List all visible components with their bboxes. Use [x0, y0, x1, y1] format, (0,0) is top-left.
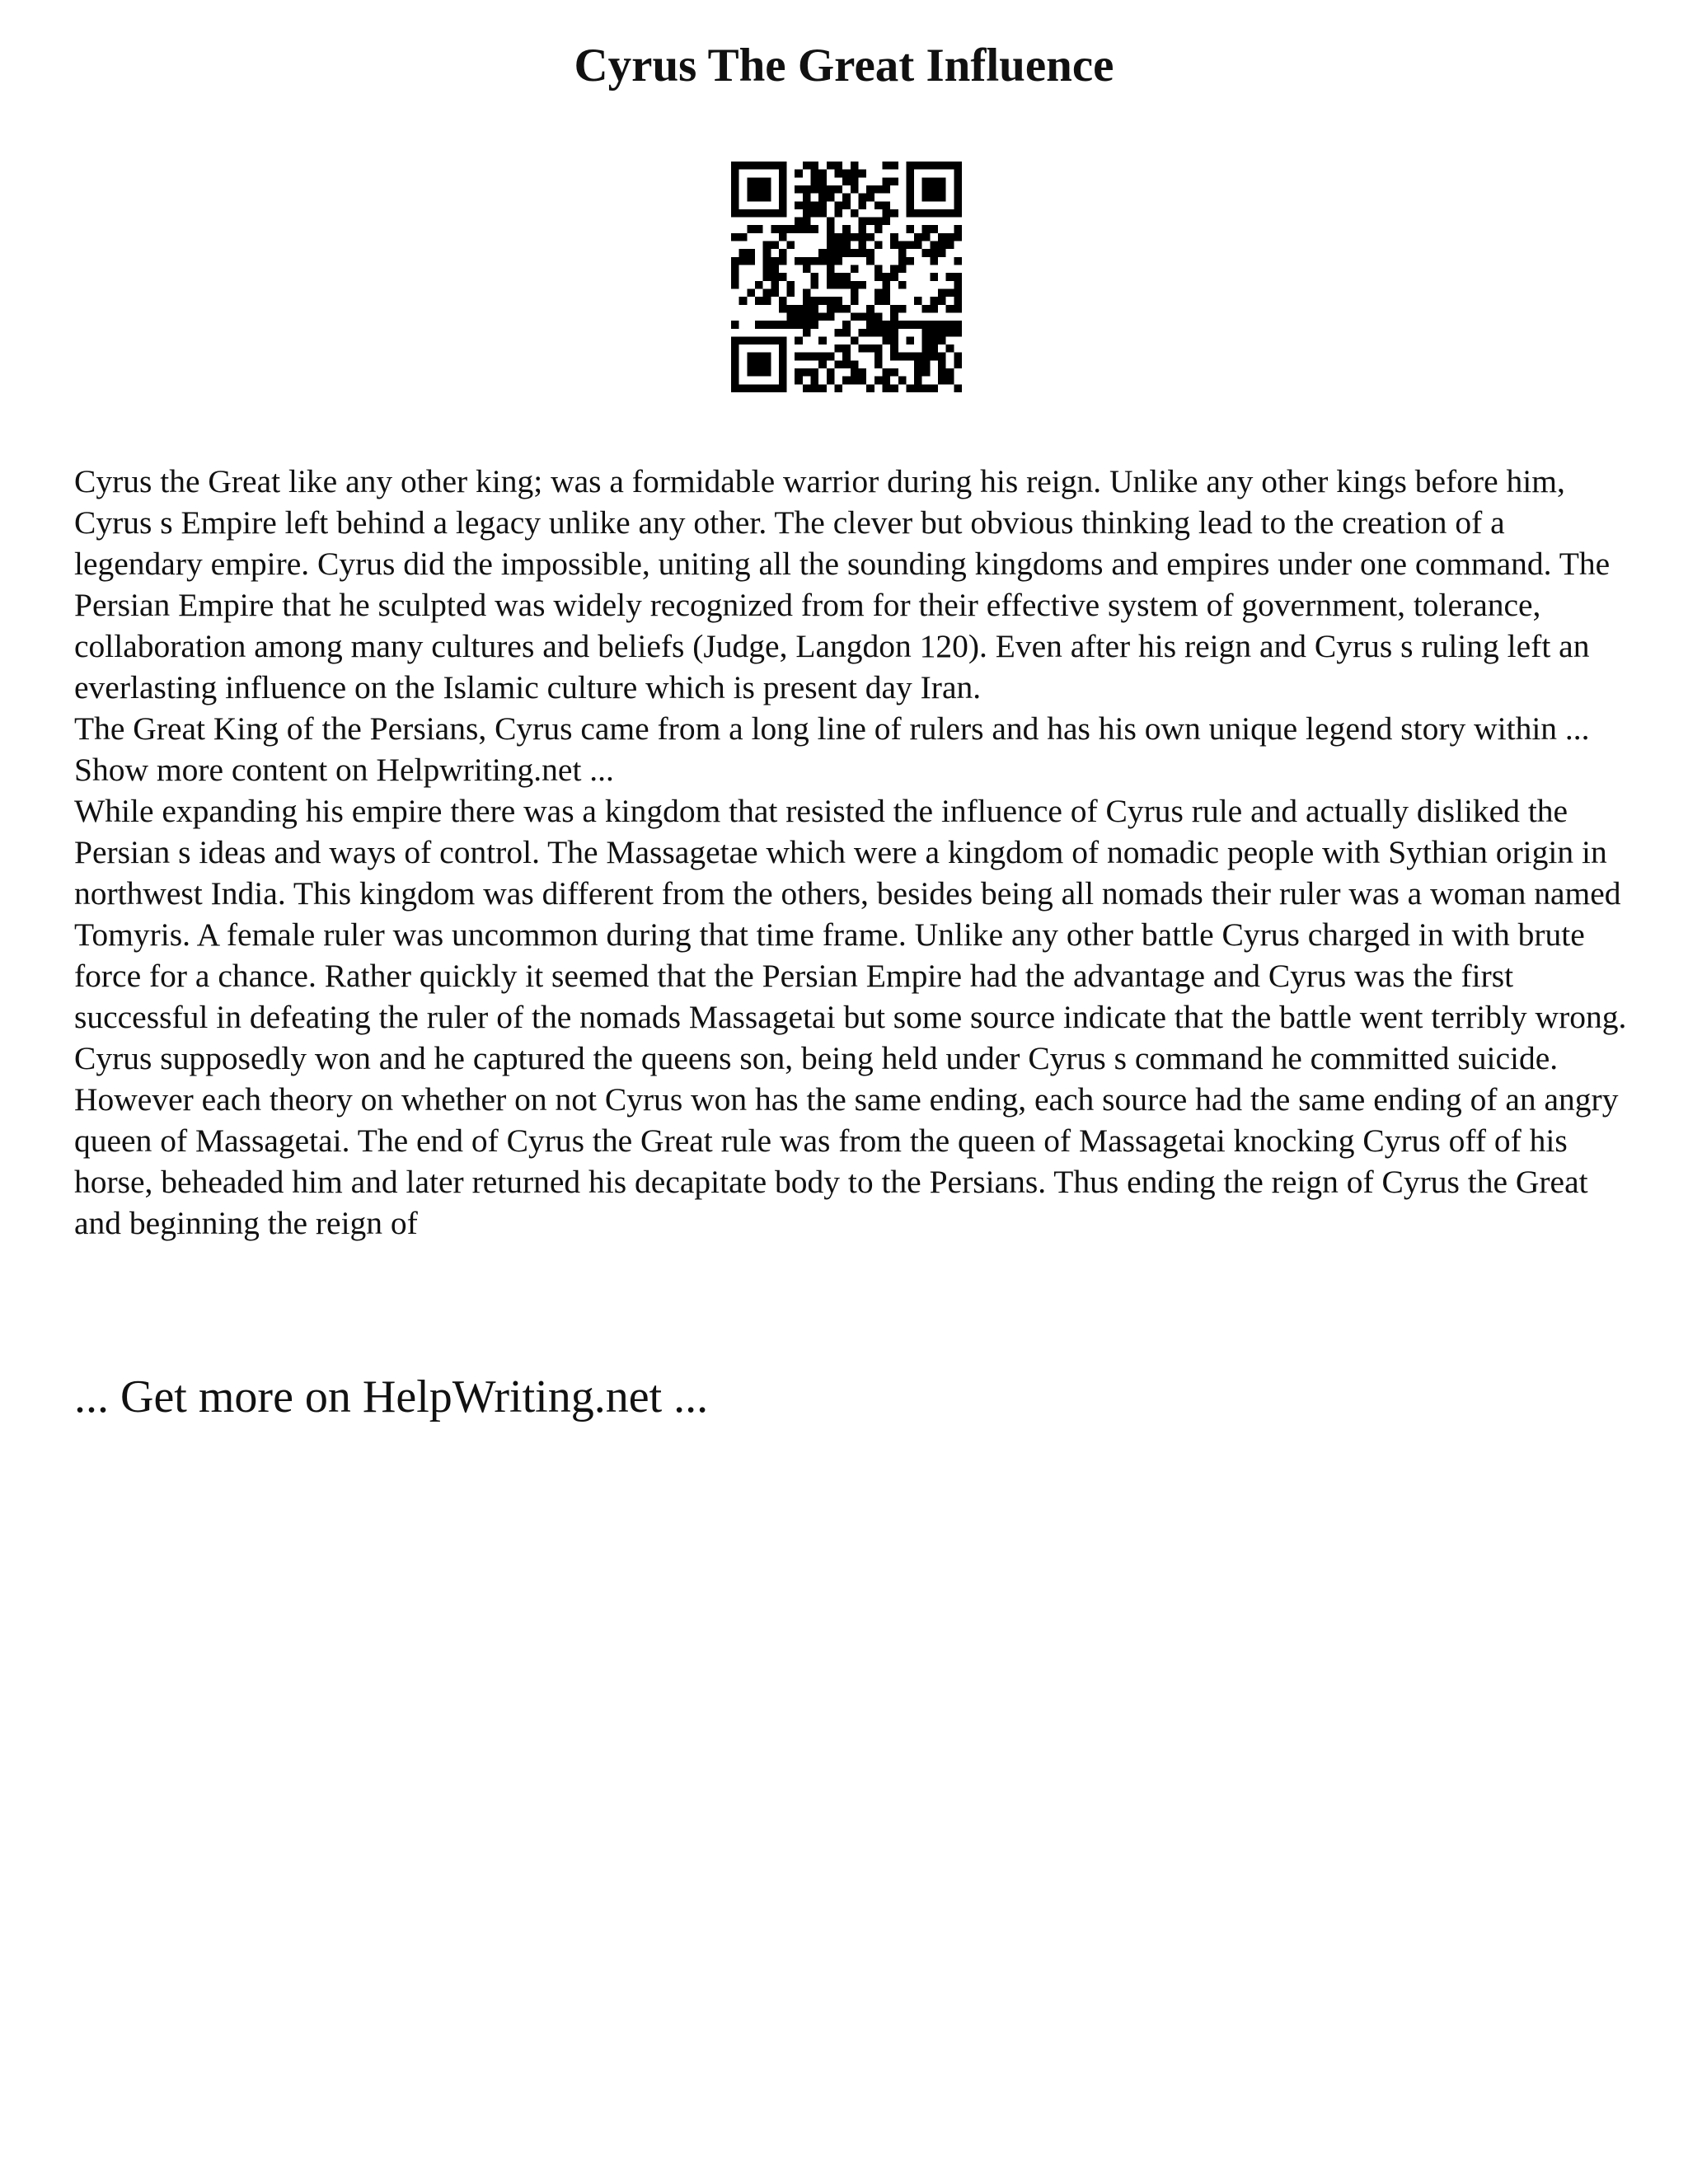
- qr-code-icon: [731, 162, 962, 392]
- paragraph-1: Cyrus the Great like any other king; was a formidable warrior during his reign. Unlike any other kings before him, Cyrus s Empire left behind a legacy unlike any other. The clever but obvious thinking lead to the creation of a legendary empire. Cyrus did the impossible, uniting all the sounding kingdoms and empires under one command. The Persian Empire that he sculpted was widely recognized from for their effective system of government, tolerance, collaboration among many cultures and beliefs (Judge, Langdon 120). Even after his reign and Cyrus s ruling left an everlasting influence on the Islamic culture which is present day Iran.: [74, 463, 1611, 705]
- paragraph-2: The Great King of the Persians, Cyrus came from a long line of rulers and has his own unique legend story within ... Show more content on Helpwriting.net ...: [74, 710, 1590, 788]
- page-title: Cyrus The Great Influence: [574, 40, 1114, 91]
- paragraph-3: While expanding his empire there was a kingdom that resisted the influence of Cyrus rule and actually disliked the Persian s ideas and ways of control. The Massagetae which were a kingdom of nomadic people with Sythian origin in northwest India. This kingdom was different from the others, besides being all nomads their ruler was a woman named Tomyris. A female ruler was uncommon during that time frame. Unlike any other battle Cyrus charged in with brute force for a chance. Rather quickly it seemed that the Persian Empire had the advantage and Cyrus was the first successful in defeating the ruler of the nomads Massagetai but some source indicate that the battle went terribly wrong. Cyrus supposedly won and he captured the queens son, being held under Cyrus s command he committed suicide. However each theory on whether on not Cyrus won has the same ending, each source had the same ending of an angry queen of Massagetai. The end of Cyrus the Great rule was from the queen of Massagetai knocking Cyrus off of his horse, beheaded him and later returned his decapitate body to the Persians. Thus ending the reign of Cyrus the Great and beginning the reign of: [74, 793, 1627, 1241]
- article-body: [74, 461, 1640, 1244]
- get-more-link[interactable]: ... Get more on HelpWriting.net ...: [74, 1371, 709, 1422]
